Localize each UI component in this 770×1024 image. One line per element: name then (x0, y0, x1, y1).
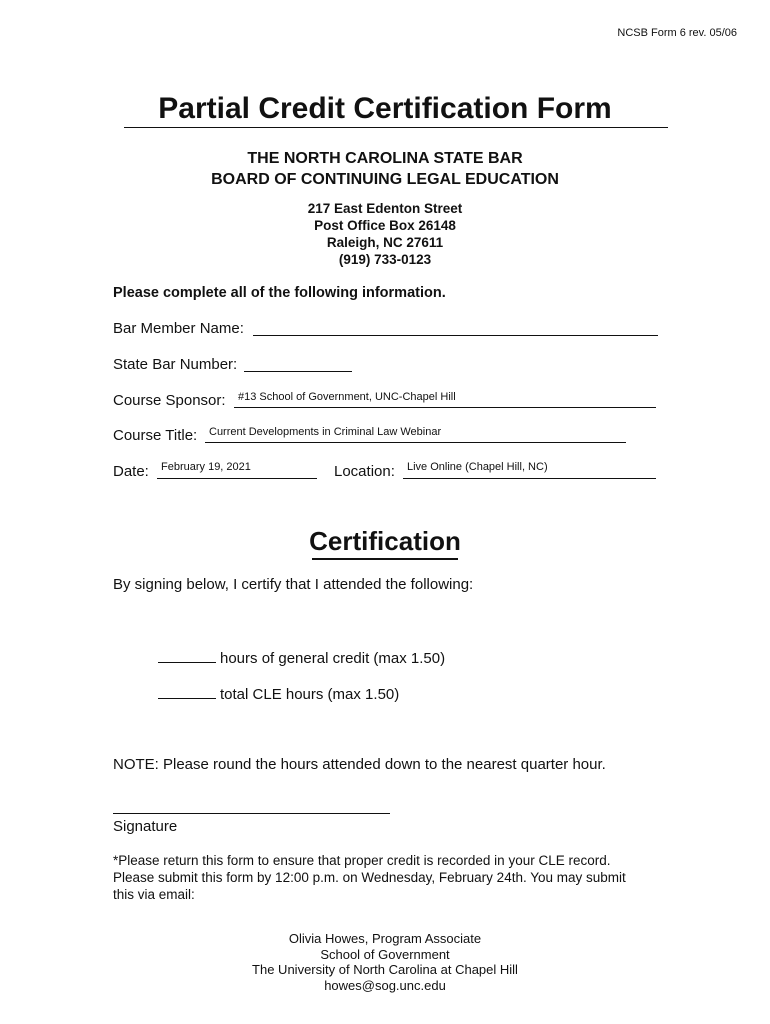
total-cle-label: total CLE hours (max 1.50) (220, 686, 400, 703)
total-cle-row (158, 686, 399, 703)
contact-name: Olivia Howes, Program Associate (288, 931, 482, 946)
course-sponsor-field[interactable] (234, 407, 656, 408)
bar-member-name-label: Bar Member Name: (113, 320, 244, 337)
certification-underline (312, 558, 458, 560)
general-credit-label: hours of general credit (max 1.50) (220, 650, 446, 667)
contact-university: The University of North Carolina at Chapel Hill (252, 962, 518, 977)
date-label: Date: (113, 463, 149, 480)
contact-email[interactable]: howes@sog.unc.edu (324, 977, 446, 993)
course-title-label: Course Title: (113, 427, 198, 444)
general-credit-row (158, 650, 445, 667)
address-po-box: Post Office Box 26148 (314, 218, 456, 233)
org-line-2: BOARD OF CONTINUING LEGAL EDUCATION (211, 171, 559, 188)
return-notice: *Please return this form to ensure that proper credit is recorded in your CLE record. Please submit this form by 12:00 p.m. on Wednesday, February 24th. You may submit this via email: (113, 853, 626, 902)
course-title-value: Current Developments in Criminal Law Webinar (209, 426, 442, 438)
contact-dept: School of Government (320, 946, 450, 962)
signature-field[interactable] (113, 813, 390, 814)
instructions: Please complete all of the following information. (113, 285, 446, 301)
contact-block (0, 931, 770, 993)
total-cle-hours-field[interactable] (158, 698, 216, 699)
state-bar-number-field[interactable] (244, 371, 352, 372)
course-sponsor-value: #13 School of Government, UNC-Chapel Hill (238, 391, 456, 403)
certification-statement: By signing below, I certify that I attended the following: (113, 576, 474, 593)
certification-heading: Certification (309, 526, 461, 556)
address-city: Raleigh, NC 27611 (326, 235, 444, 250)
course-title-field[interactable] (205, 442, 626, 443)
bar-member-name-field[interactable] (253, 335, 658, 336)
date-field[interactable] (157, 478, 317, 479)
address-block (0, 200, 770, 268)
location-value: Live Online (Chapel Hill, NC) (407, 461, 548, 473)
course-sponsor-label: Course Sponsor: (113, 392, 226, 409)
organization-heading (0, 148, 770, 190)
page-title: Partial Credit Certification Form (158, 92, 612, 125)
location-field[interactable] (403, 478, 656, 479)
title-underline (124, 127, 668, 128)
form-number: NCSB Form 6 rev. 05/06 (617, 27, 737, 39)
state-bar-number-label: State Bar Number: (113, 356, 238, 373)
signature-label: Signature (113, 818, 178, 835)
date-value: February 19, 2021 (161, 461, 251, 473)
org-line-1: THE NORTH CAROLINA STATE BAR (247, 150, 523, 167)
address-street: 217 East Edenton Street (307, 201, 463, 216)
address-phone: (919) 733-0123 (338, 252, 432, 267)
general-credit-hours-field[interactable] (158, 662, 216, 663)
rounding-note: NOTE: Please round the hours attended down to the nearest quarter hour. (113, 756, 606, 773)
location-label: Location: (334, 463, 395, 480)
